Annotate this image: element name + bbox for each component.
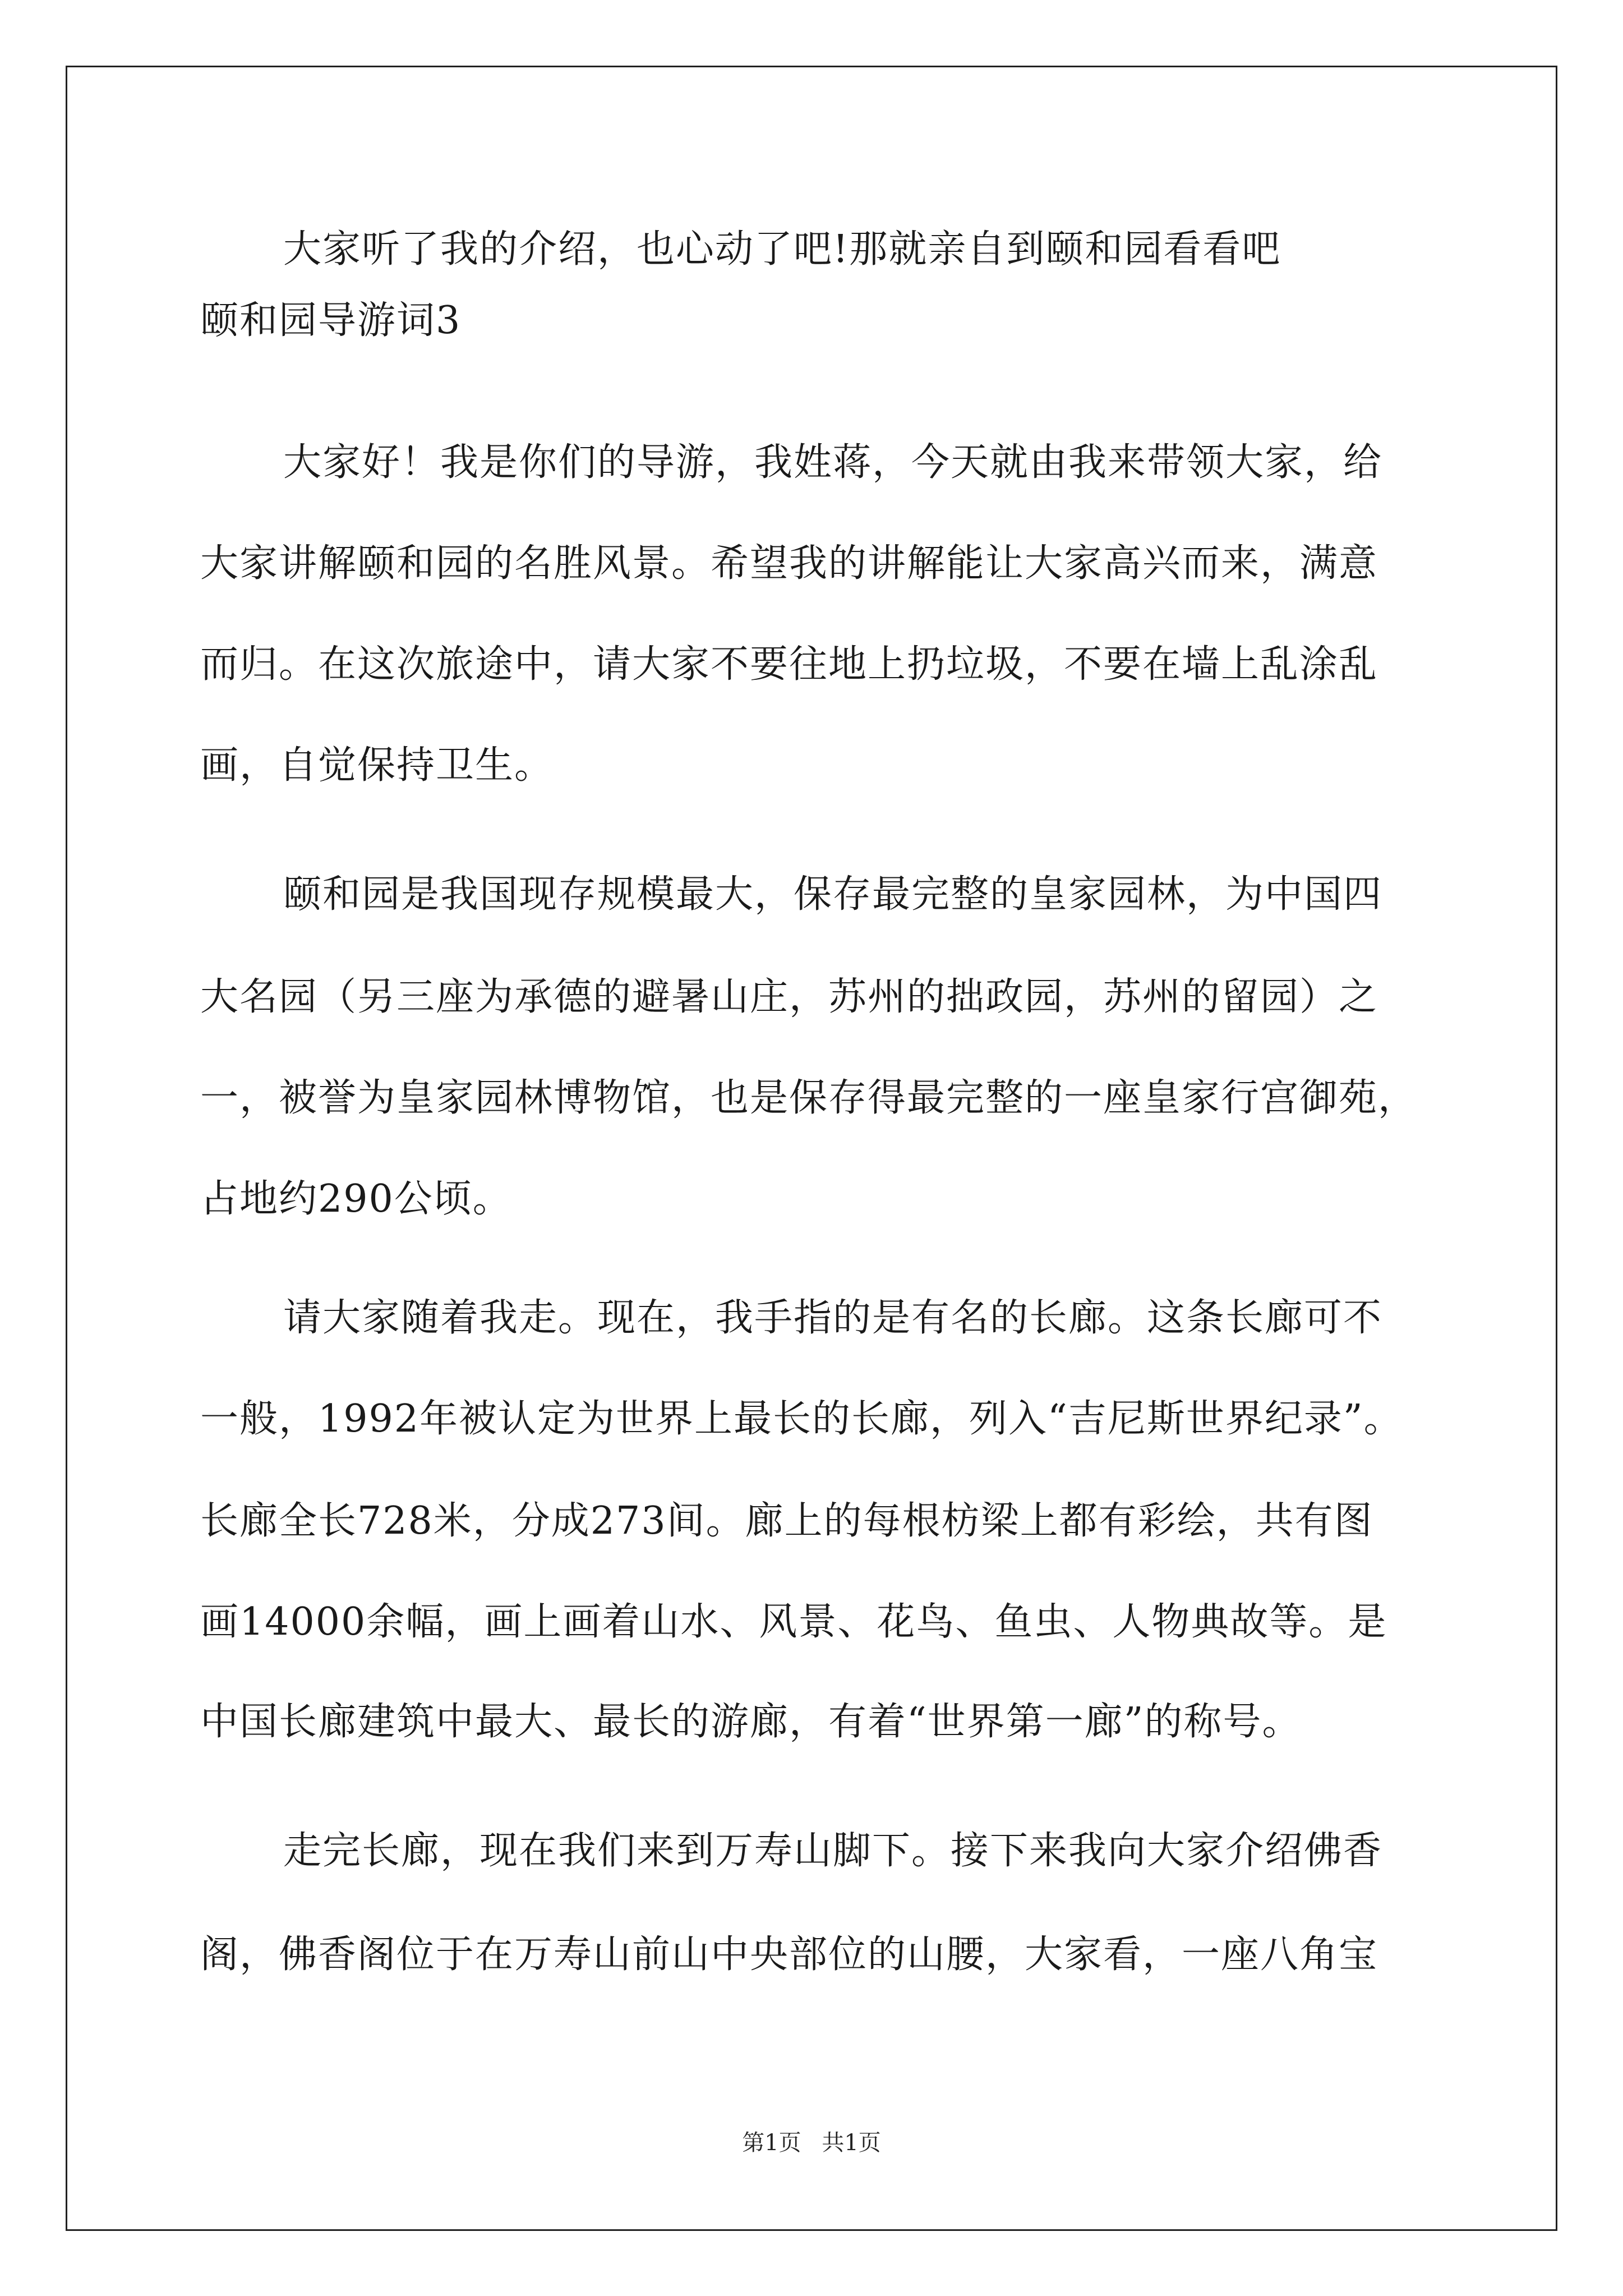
paragraph-line: 一般，1992年被认定为世界上最长的长廊，列入“吉尼斯世界纪录”。 [200,1397,1403,1441]
page-number-current: 第1页 [742,2130,801,2156]
paragraph-line: 大家好！我是你们的导游，我姓蒋，今天就由我来带领大家，给 [283,440,1383,485]
page-border [66,66,1557,2231]
paragraph-line: 一，被誉为皇家园林博物馆，也是保存得最完整的一座皇家行宫御苑， [200,1076,1418,1120]
paragraph-line: 请大家随着我走。现在，我手指的是有名的长廊。这条长廊可不 [283,1296,1383,1340]
page-footer [0,2129,1623,2157]
paragraph-line: 走完长廊，现在我们来到万寿山脚下。接下来我向大家介绍佛香 [283,1829,1383,1873]
paragraph-line: 阁，佛香阁位于在万寿山前山中央部位的山腰，大家看，一座八角宝 [200,1932,1378,1977]
page-number-total: 共1页 [822,2130,881,2156]
paragraph-line: 占地约290公顷。 [200,1177,512,1221]
paragraph-line: 大名园（另三座为承德的避暑山庄，苏州的拙政园，苏州的留园）之 [200,975,1378,1019]
paragraph-line: 大家讲解颐和园的名胜风景。希望我的讲解能让大家高兴而来，满意 [200,541,1378,586]
paragraph-line: 长廊全长728米，分成273间。廊上的每根枋梁上都有彩绘，共有图 [200,1499,1373,1543]
paragraph-line: 中国长廊建筑中最大、最长的游廊，有着“世界第一廊”的称号。 [200,1700,1302,1744]
section-title: 颐和园导游词3 [200,298,462,343]
paragraph-line: 颐和园是我国现存规模最大，保存最完整的皇家园林，为中国四 [283,872,1383,917]
paragraph-line: 而归。在这次旅途中，请大家不要往地上扔垃圾，不要在墙上乱涂乱 [200,642,1378,687]
paragraph-line: 大家听了我的介绍，也心动了吧!那就亲自到颐和园看看吧 [283,227,1281,272]
paragraph-line: 画，自觉保持卫生。 [200,743,554,788]
paragraph-line: 画14000余幅，画上画着山水、风景、花鸟、鱼虫、人物典故等。是 [200,1600,1387,1644]
